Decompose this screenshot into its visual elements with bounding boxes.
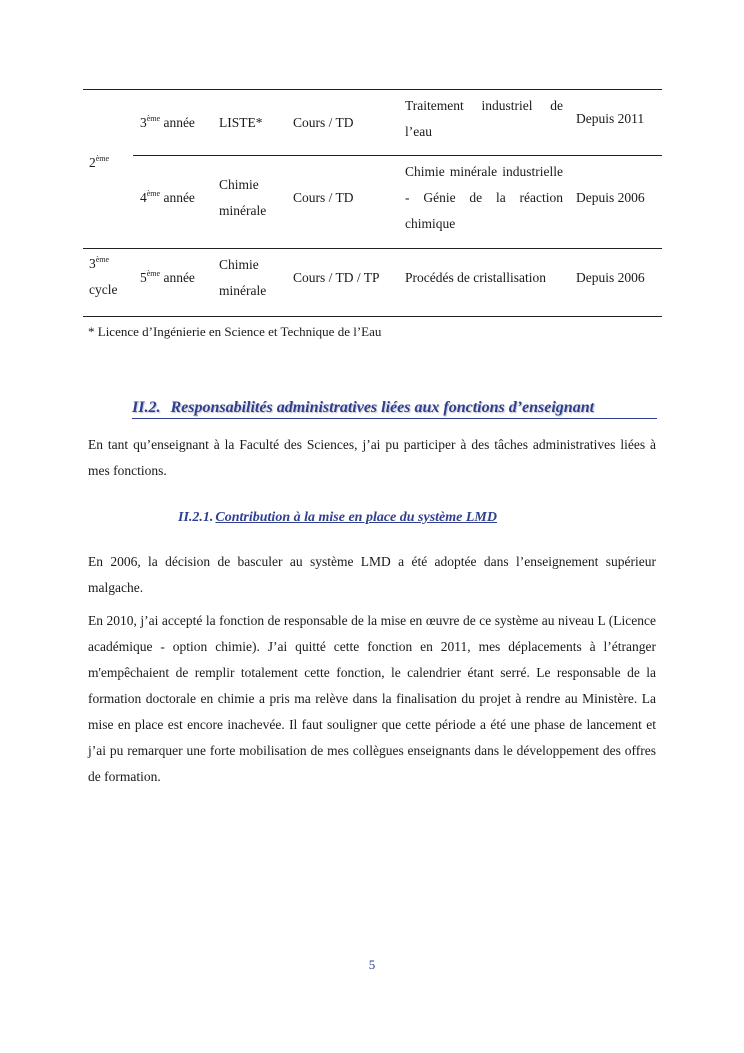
program-cell: Chimie minérale: [219, 257, 267, 298]
subsection-title: Contribution à la mise en place du système LMD: [215, 510, 497, 525]
program-cell: Chimie minérale: [219, 177, 267, 218]
cycle-superscript: ème: [95, 154, 110, 163]
course-type-cell: Cours / TD: [293, 190, 354, 205]
year-word: année: [163, 270, 195, 285]
table-row: [83, 90, 662, 156]
year-word: année: [163, 115, 195, 130]
subsection-number: II.2.1.: [178, 510, 214, 525]
year-number: 4: [140, 190, 147, 205]
year-cell: [140, 265, 195, 291]
subject-cell: Traitement industriel de l’eau: [405, 98, 563, 139]
year-cell: [140, 110, 195, 136]
table-footnote: * Licence d’Ingénierie en Science et Technique de l’Eau: [88, 324, 382, 339]
cycle-number: 3: [89, 256, 96, 271]
body-paragraph: En 2010, j’ai accepté la fonction de responsable de la mise en œuvre de ce système au niveau L (Licence académique - option chimie). J’ai quitté cette fonction en 2011, mes déplacements à l’étranger m'empêchaient de remplir totalement cette fonction, le calendrier étant serré. Le responsable de la formation doctorale en chimie a pris ma relève dans la finalisation du projet à rendre au Ministère. La mise en place est encore inachevée. Il faut souligner que cette période a été une phase de lancement et j’ai pu remarquer une forte mobilisation de mes collègues enseignants dans le développement des offres de formation.: [88, 613, 656, 784]
page-number: 5: [368, 957, 376, 972]
body-paragraph: En 2006, la décision de basculer au système LMD a été adoptée dans l’enseignement supérieur malgache.: [88, 554, 656, 595]
year-cell: [140, 185, 195, 211]
cycle-superscript: ème: [95, 255, 110, 264]
section-intro-paragraph: En tant qu’enseignant à la Faculté des Sciences, j’ai pu participer à des tâches administratives liées à mes fonctions.: [88, 437, 656, 478]
section-heading: [132, 399, 657, 419]
subject-cell: Chimie minérale industrielle - Génie de la réaction chimique: [405, 164, 563, 231]
year-number: 5: [140, 270, 147, 285]
program-cell: LISTE*: [219, 115, 263, 130]
teaching-table: [83, 89, 662, 317]
table-row: [83, 249, 662, 317]
cycle-word: cycle: [89, 282, 118, 297]
since-cell: Depuis 2006: [576, 190, 645, 205]
year-superscript: ème: [146, 189, 161, 198]
course-type-cell: Cours / TD: [293, 115, 354, 130]
year-word: année: [163, 190, 195, 205]
section-title: Responsabilités administratives liées aux fonctions d’enseignant: [170, 399, 595, 416]
year-number: 3: [140, 115, 147, 130]
year-superscript: ème: [146, 269, 161, 278]
section-number: II.2.: [132, 399, 161, 416]
since-cell: Depuis 2011: [576, 111, 645, 126]
course-type-cell: Cours / TD / TP: [293, 270, 380, 285]
year-superscript: ème: [146, 114, 161, 123]
cycle-label: [89, 251, 117, 303]
cycle-number: 2: [89, 155, 96, 170]
subject-cell: Procédés de cristallisation: [405, 270, 546, 285]
table-row: [83, 156, 662, 249]
cycle-label: [89, 150, 109, 176]
since-cell: Depuis 2006: [576, 270, 645, 285]
subsection-heading: [178, 510, 497, 526]
